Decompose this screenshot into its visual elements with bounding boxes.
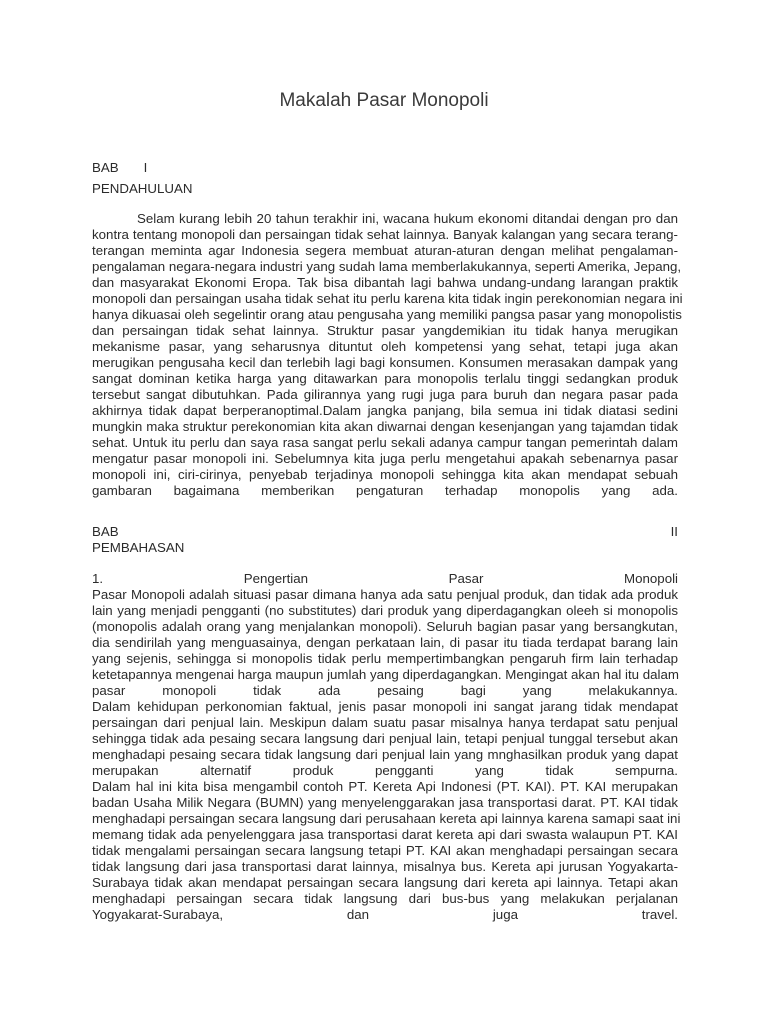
text-line: mekanisme pasar, yang seharusnya dituntut oleh kompetensi yang sehat, tetapi juga akan: [92, 339, 678, 354]
text-line: ketetapannya mengenai harga maupun jumlah yang diperdagangkan. Mengingat akan hal itu dalam: [92, 667, 679, 682]
text-line: akhirnya tidak dapat berperanoptimal.Dalam jangka panjang, bila semua ini tidak diatasi sedini: [92, 403, 678, 418]
text-line: sehingga tidak ada pesaing secara langsung dari penjual lain, tetapi penjual tunggal tersebut akan: [92, 731, 678, 746]
chapter-1-number: I: [143, 160, 148, 175]
text-line: Selam kurang lebih 20 tahun terakhir ini, wacana hukum ekonomi ditandai dengan pro dan: [137, 211, 678, 226]
text-line: monopoli ini, ciri-cirinya, penyebab terjadinya monopoli sehingga kita akan mendapat sebuah: [92, 467, 678, 482]
chapter-1-paragraph: [92, 211, 683, 499]
text-line: hanya dikuasai oleh segelintir orang atau pengusaha yang memiliki pangsa pasar yang monopolistis: [92, 307, 682, 322]
text-line: mungkin maka struktur perekonomian kita akan diwarnai dengan kesenjangan yang tajamdan tidak: [92, 419, 678, 434]
chapter-2-heading: PEMBAHASAN: [92, 540, 185, 555]
text-line: pengalaman negara-negara industri yang sudah lama memberlakukannya, seperti Amerika, Jepang,: [92, 259, 682, 274]
text-line: lain yang menjadi pengganti (no substitutes) dari produk yang diperdagangkan oleeh si monopolis: [92, 603, 678, 618]
text-line: gambaran bagaimana memberikan pengaturan terhadap monopolis yang ada.: [92, 483, 678, 498]
text-line: Pasar Monopoli adalah situasi pasar dimana hanya ada satu penjual produk, dan tidak ada produk: [92, 587, 678, 602]
text-line: kontra tentang monopoli dan persaingan tidak sehat lainnya. Banyak kalangan yang secara terang-: [92, 227, 678, 242]
text-line: pasar monopoli tidak ada pesaing bagi yang melakukannya.: [92, 683, 678, 698]
text-line: memang tidak ada penyelenggara jasa transportasi darat kereta api dari swasta walaupun PT. KAI: [92, 827, 678, 842]
document-title: Makalah Pasar Monopoli: [279, 90, 489, 111]
chapter-2-label: [92, 524, 678, 540]
text-line: monopoli dan persaingan usaha tidak sehat itu perlu karena kita tidak ingin perekonomian negara ini: [92, 291, 683, 306]
chapter-2-word: BAB: [92, 524, 119, 539]
text-line: (monopolis adalah orang yang menjalankan monopoli). Seluruh bagian pasar yang bersangkutan,: [92, 619, 678, 634]
text-line: badan Usaha Milik Negara (BUMN) yang menyelenggarakan jasa transportasi darat. PT. KAI tidak: [92, 795, 678, 810]
text-line: tidak langsung dari jasa transportasi darat lainnya, misalnya bus. Kereta api jurusan Yogyakarta-: [92, 859, 678, 874]
chapter-2-paragraph: [92, 571, 681, 923]
text-line: Yogyakarat-Surabaya, dan juga travel.: [92, 907, 678, 922]
text-line: Surabaya tidak akan mendapat persaingan secara langsung dari kereta api lainnya. Tetapi akan: [92, 875, 678, 890]
text-line: terangan meminta agar Indonesia segera membuat aturan-aturan dengan melihat pengalaman-: [92, 243, 678, 258]
chapter-1-heading: PENDAHULUAN: [92, 181, 193, 196]
text-line: Dalam kehidupan perkonomian faktual, jenis pasar monopoli ini sangat jarang tidak mendapat: [92, 699, 678, 714]
text-line: menghadapi persaingan secara langsung dari perusahaan kereta api lainnya karena samapi saat ini: [92, 811, 681, 826]
text-line: tidak mengalami persaingan secara langsung tetapi PT. KAI akan menghadapi persaingan secara: [92, 843, 678, 858]
text-line: tersebut sangat dibutuhkan. Pada gilirannya yang rugi juga para buruh dan negara pasar pada: [92, 387, 678, 402]
chapter-2-number: II: [670, 524, 678, 539]
text-line: Dalam hal ini kita bisa mengambil contoh PT. Kereta Api Indonesi (PT. KAI). PT. KAI merupakan: [92, 779, 678, 794]
chapter-1-word: BAB: [92, 160, 119, 175]
text-line: mengatur pasar monopoli ini. Sebelumnya kita juga perlu mengetahui apakah sebenarnya pasar: [92, 451, 678, 466]
text-line: dia sendirilah yang menguasainya, dengan perkataan lain, di pasar itu tiada terdapat barang lain: [92, 635, 678, 650]
text-line: persaingan dari penjual lain. Meskipun dalam suatu pasar misalnya hanya terdapat satu penjual: [92, 715, 678, 730]
text-line: sehat. Untuk itu perlu dan saya rasa sangat perlu sekali adanya campur tangan pemerintah dalam: [92, 435, 678, 450]
text-line: merugikan pengusaha kecil dan terlebih lagi bagi konsumen. Konsumen merasakan dampak yang: [92, 355, 678, 370]
text-line: yang sejenis, sehingga si monopolis tidak perlu mempertimbangkan pengaruh firm lain terhadap: [92, 651, 678, 666]
text-line: menghadapi pesaing secara tidak langsung dari penjual lain yang mnghasilkan produk yang dapat: [92, 747, 678, 762]
text-line: dan masyarakat Ekonomi Eropa. Tak bisa dibantah lagi bahwa undang-undang larangan praktik: [92, 275, 678, 290]
text-line: sangat dominan ketika harga yang ditawarkan para monopolis terlalu tinggi sedangkan produk: [92, 371, 678, 386]
text-line: 1. Pengertian Pasar Monopoli: [92, 571, 678, 586]
text-line: merupakan alternatif produk pengganti yang tidak sempurna.: [92, 763, 678, 778]
text-line: dan persaingan tidak sehat lainnya. Struktur pasar yangdemikian itu tidak hanya merugikan: [92, 323, 678, 338]
chapter-1-label: [92, 160, 147, 176]
text-line: menghadapi persaingan secara tidak langsung dari bus-bus yang melakukan perjalanan: [92, 891, 678, 906]
